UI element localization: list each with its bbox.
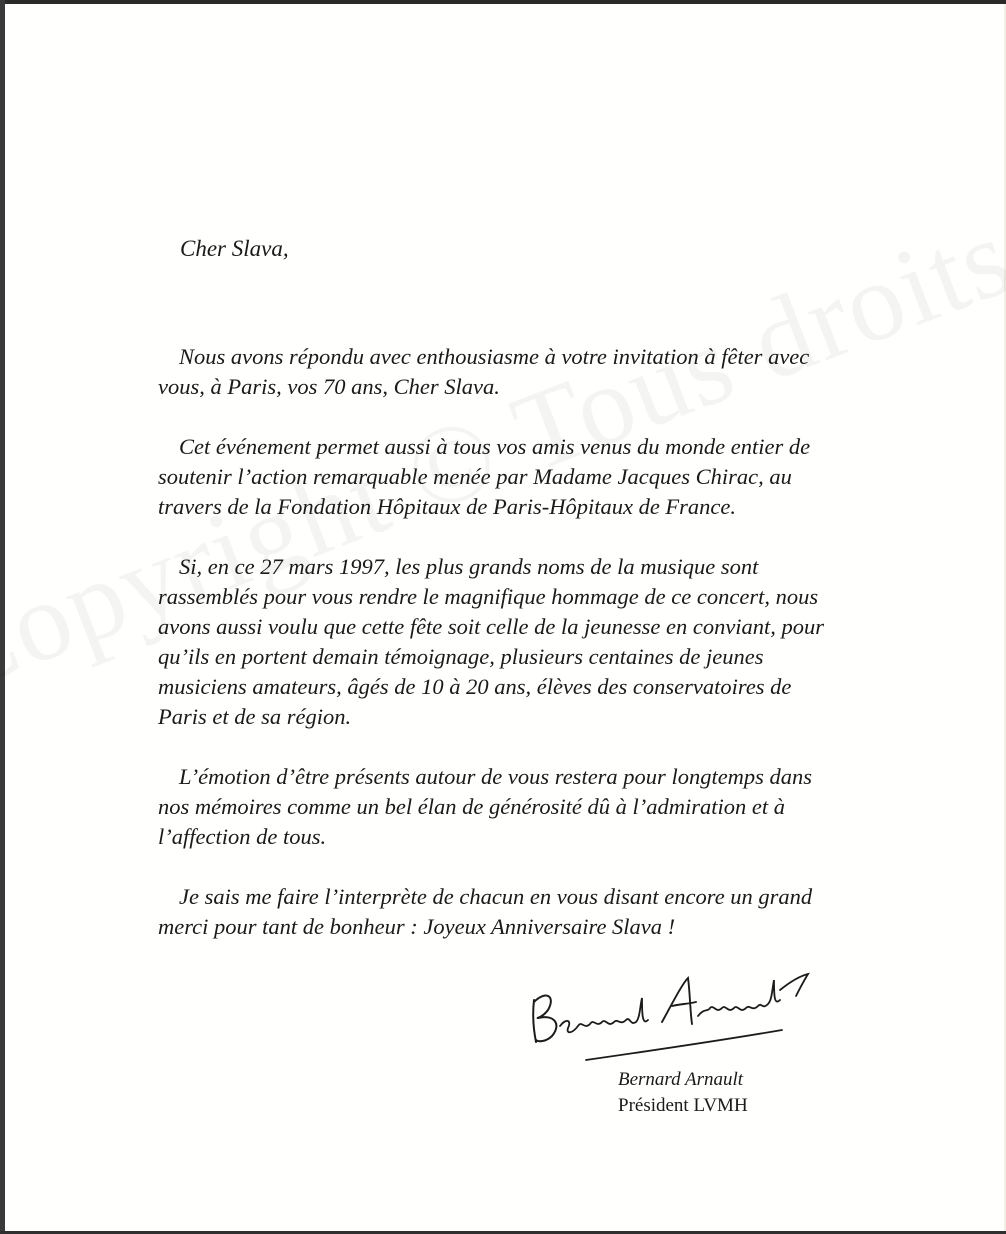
signature-block [618, 1067, 748, 1119]
scan-border-top [0, 0, 1006, 4]
paragraph-3: Si, en ce 27 mars 1997, les plus grands noms de la musique sont rassemblés pour vous rendre le magnifique hommage de ce concert, nous avons aussi voulu que cette fête soit celle de la jeunesse en conviant, pour qu’ils en portent demain témoignage, plusieurs centaines de jeunes musiciens amateurs, âgés de 10 à 20 ans, élèves des conservatoires de Paris et de sa région. [158, 554, 825, 729]
signatory-name: Bernard Arnault [618, 1069, 744, 1090]
paragraph-2: Cet événement permet aussi à tous vos amis venus du monde entier de soutenir l’action remarquable menée par Madame Jacques Chirac, au travers de la Fondation Hôpitaux de Paris-Hôpitaux de France. [158, 434, 811, 519]
paragraph-1: Nous avons répondu avec enthousiasme à votre invitation à fêter avec vous, à Paris, vos 70 ans, Cher Slava. [158, 344, 810, 399]
handwritten-signature [512, 960, 822, 1070]
paragraph-4: L’émotion d’être présents autour de vous restera pour longtemps dans nos mémoires comme un bel élan de générosité dû à l’admiration et à l’affection de tous. [158, 764, 813, 849]
letter-body [158, 234, 838, 942]
paragraph-5: Je sais me faire l’interprète de chacun en vous disant encore un grand merci pour tant de bonheur : Joyeux Anniversaire Slava ! [158, 884, 813, 939]
salutation: Cher Slava, [180, 236, 289, 261]
signatory-title: Président LVMH [618, 1095, 748, 1116]
